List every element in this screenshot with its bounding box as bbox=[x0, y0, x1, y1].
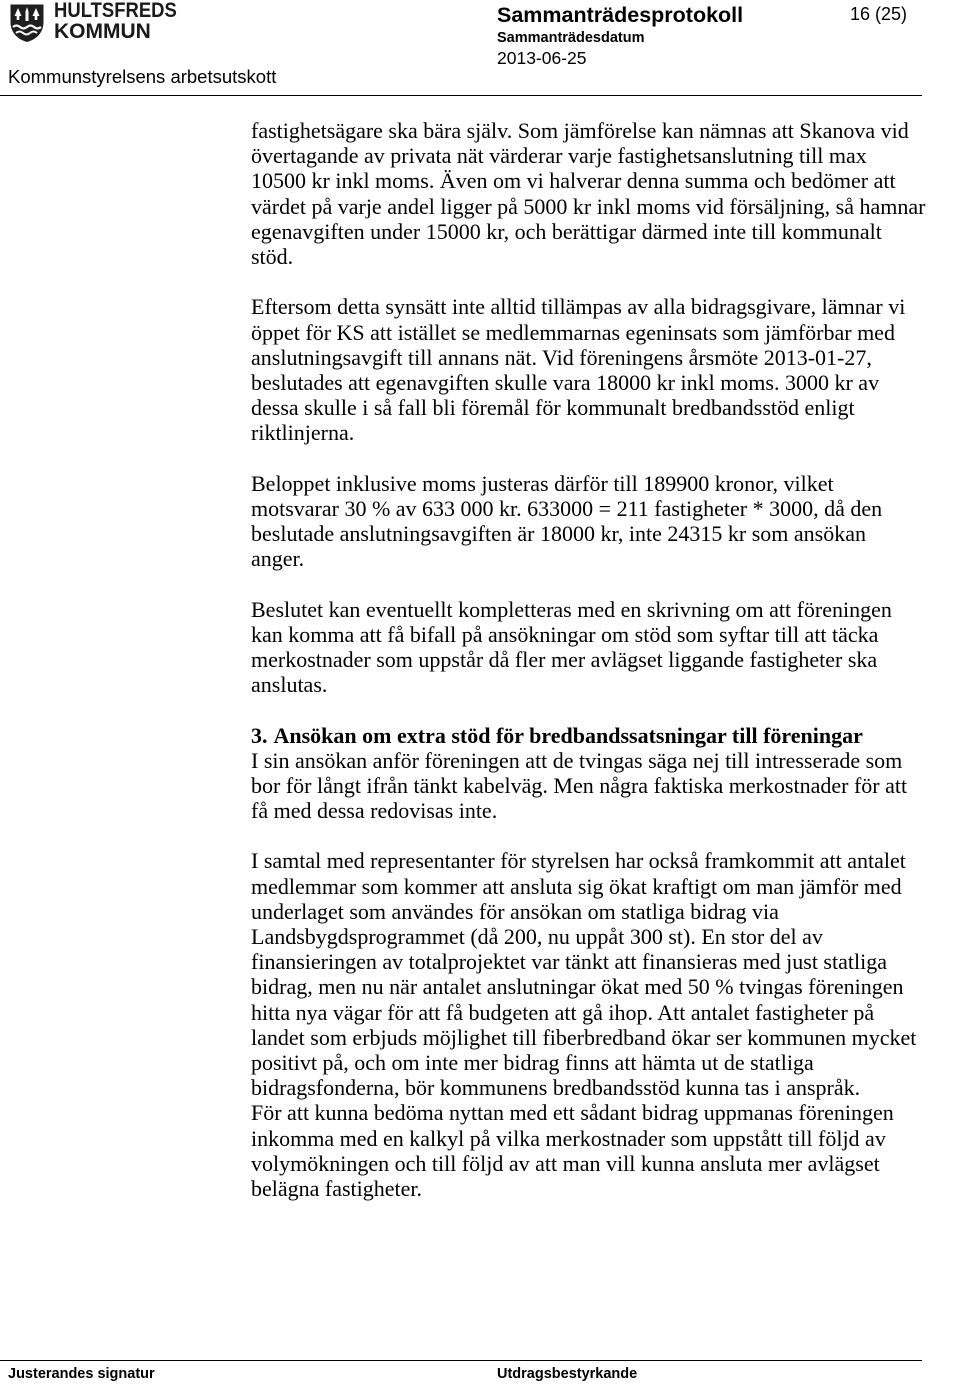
text-line: fastighetsägare ska bära själv. Som jämförelse kan nämnas att Skanova vid bbox=[251, 118, 909, 143]
text-line: öppet för KS att istället se medlemmarnas egeninsats som jämförbar med bbox=[251, 319, 895, 345]
header-divider bbox=[0, 95, 922, 96]
text-line: medlemmar som kommer att ansluta sig ökat kraftigt om man jämför med bbox=[251, 873, 902, 899]
text-line: anslutas. bbox=[251, 672, 328, 698]
text-line: riktlinjerna. bbox=[251, 420, 355, 446]
text-line: landet som erbjuds möjlighet till fiberbredband ökar ser kommunen mycket bbox=[251, 1024, 917, 1050]
protocol-body bbox=[251, 118, 951, 1201]
text-line: anslutningsavgift till annans nät. Vid föreningens årsmöte 2013-01-27, bbox=[251, 344, 872, 370]
logo-text-kommun: KOMMUN bbox=[54, 20, 151, 43]
committee-name: Kommunstyrelsens arbetsutskott bbox=[8, 66, 277, 87]
text-line: I samtal med representanter för styrelsen har också framkommit att antalet bbox=[251, 848, 906, 874]
text-line: positivt på, och om inte mer bidrag finns att hämta ut de statliga bbox=[251, 1049, 814, 1075]
text-line: få med dessa redovisas inte. bbox=[251, 798, 498, 824]
text-line: 10500 kr inkl moms. Även om vi halverar denna summa och bedömer att bbox=[251, 168, 896, 194]
paragraph-2 bbox=[251, 294, 951, 445]
meeting-date: 2013-06-25 bbox=[497, 48, 587, 68]
text-line: bor för långt ifrån tänkt kabelväg. Men några faktiska merkostnader för att bbox=[251, 772, 908, 798]
section-title: Ansökan om extra stöd för bredbandssatsningar till föreningar bbox=[273, 722, 863, 748]
text-line: I sin ansökan anför föreningen att de tvingas säga nej till intresserade som bbox=[251, 747, 903, 773]
paragraph-3 bbox=[251, 471, 951, 572]
text-line: övertagande av privata nät värderar varje fastighetsanslutning till max bbox=[251, 143, 867, 169]
text-line: motsvarar 30 % av 633 000 kr. 633000 = 211 fastigheter * 3000, då den bbox=[251, 495, 883, 521]
paragraph-6 bbox=[251, 848, 951, 1100]
page-number: 16 (25) bbox=[850, 4, 908, 24]
text-line: merkostnader som uppstår då fler mer avlägset liggande fastigheter ska bbox=[251, 646, 878, 672]
paragraph-1 bbox=[251, 118, 951, 269]
certification-label: Utdragsbestyrkande bbox=[497, 1366, 638, 1382]
meeting-date-label: Sammanträdesdatum bbox=[497, 30, 645, 46]
text-line: För att kunna bedöma nyttan med ett sådant bidrag uppmanas föreningen bbox=[251, 1100, 894, 1126]
text-line: bidrag, men nu när antalet anslutningar ökat med 50 % tvingas föreningen bbox=[251, 974, 904, 1000]
document-type-title: Sammanträdesprotokoll bbox=[497, 3, 744, 27]
text-line: kan komma att få bifall på ansökningar om stöd som syftar till att täcka bbox=[251, 621, 879, 647]
text-line: belägna fastigheter. bbox=[251, 1175, 423, 1201]
text-line: egenavgiften under 15000 kr, och berättigar därmed inte till kommunalt bbox=[251, 218, 882, 244]
text-line: underlaget som användes för ansökan om statliga bidrag via bbox=[251, 898, 779, 924]
text-line: inkomma med en kalkyl på vilka merkostnader som uppstått till följd av bbox=[251, 1125, 886, 1151]
signature-label: Justerandes signatur bbox=[8, 1366, 155, 1382]
section-number: 3. bbox=[251, 722, 268, 748]
section-3 bbox=[251, 723, 951, 824]
text-line: finansieringen av totalprojektet var tänkt att finansieras med just statliga bbox=[251, 949, 887, 975]
text-line: stöd. bbox=[251, 243, 294, 269]
text-line: värdet på varje andel ligger på 5000 kr inkl moms vid försäljning, så hamnar bbox=[251, 193, 926, 219]
text-line: anger. bbox=[251, 546, 305, 572]
text-line: Beloppet inklusive moms justeras därför till 189900 kronor, vilket bbox=[251, 470, 834, 496]
text-line: hitta nya vägar för att få budgeten att gå ihop. Att antalet fastigheter på bbox=[251, 999, 875, 1025]
paragraph-4 bbox=[251, 597, 951, 698]
text-line: beslutades att egenavgiften skulle vara 18000 kr inkl moms. 3000 kr av bbox=[251, 369, 880, 395]
text-line: Landsbygdsprogrammet (då 200, nu uppåt 300 st). En stor del av bbox=[251, 924, 823, 949]
text-line: Eftersom detta synsätt inte alltid tillämpas av alla bidragsgivare, lämnar vi bbox=[251, 294, 906, 320]
text-line: Beslutet kan eventuellt kompletteras med en skrivning om att föreningen bbox=[251, 596, 892, 622]
text-line: bidragsfonderna, bör kommunens bredbandsstöd kunna tas i anspråk. bbox=[251, 1075, 861, 1101]
paragraph-7 bbox=[251, 1100, 951, 1201]
section-heading bbox=[251, 723, 951, 748]
footer-divider bbox=[0, 1360, 922, 1361]
text-line: beslutade anslutningsavgiften är 18000 kr, inte 24315 kr som ansökan bbox=[251, 521, 867, 546]
logo-text-hultsfreds: HULTSFREDS bbox=[54, 0, 177, 22]
coat-of-arms-icon bbox=[9, 3, 45, 43]
text-line: dessa skulle i så fall bli föremål för kommunalt bredbandsstöd enligt bbox=[251, 395, 855, 421]
text-line: volymökningen och till följd av att man vill kunna ansluta mer avlägset bbox=[251, 1150, 880, 1176]
